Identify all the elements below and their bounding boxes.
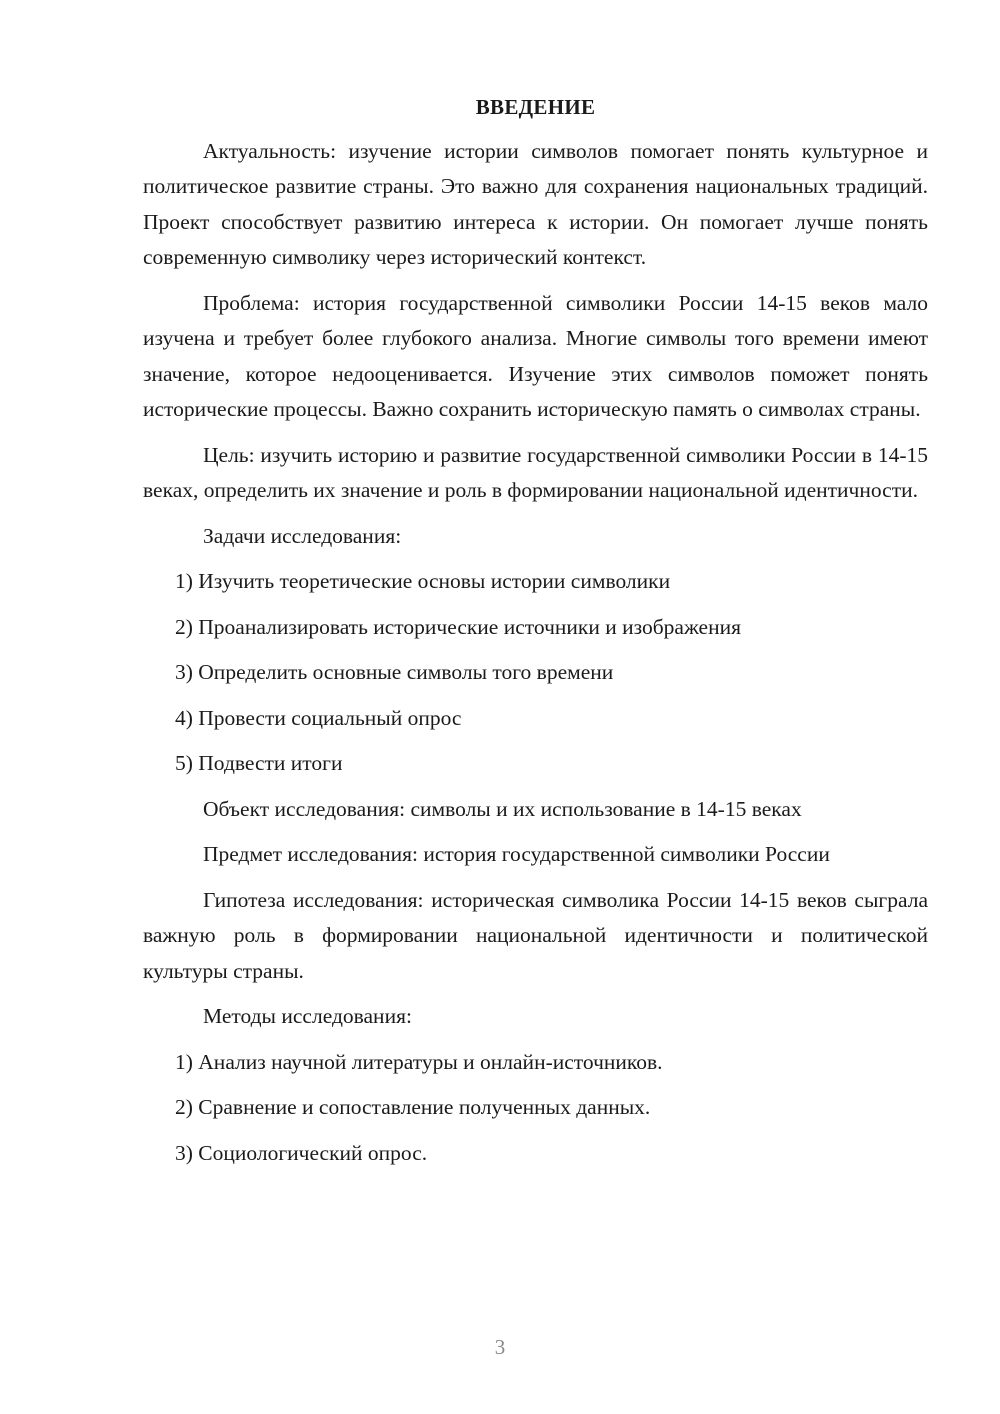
document-page [143,90,928,1181]
task-item: 3) Определить основные символы того времени [175,660,614,684]
method-item: 1) Анализ научной литературы и онлайн-источников. [175,1049,663,1074]
methods-heading: Методы исследования: [203,1004,412,1028]
hypothesis-paragraph: Гипотеза исследования: историческая символика России 14-15 веков сыграла важную роль в формировании национальной идентичности и политической культуры страны. [143,887,928,983]
task-item: 1) Изучить теоретические основы истории символики [175,569,671,593]
problem-paragraph: Проблема: история государственной символики России 14-15 веков мало изучена и требует более глубокого анализа. Многие символы того времени имеют значение, которое недооценивается. Изучение этих символов поможет понять исторические процессы. Важно сохранить историческую память о символах страны. [143,290,928,421]
relevance-paragraph: Актуальность: изучение истории символов помогает понять культурное и политическое развитие страны. Это важно для сохранения национальных традиций. Проект способствует развитию интереса к истории. Он помогает лучше понять современную символику через исторический контекст. [143,138,928,269]
research-subject: Предмет исследования: история государственной символики России [203,842,830,866]
page-title: ВВЕДЕНИЕ [475,95,596,119]
tasks-list [143,564,928,782]
methods-list [143,1045,928,1172]
tasks-heading: Задачи исследования: [203,523,402,548]
task-item: 2) Проанализировать исторические источники и изображения [175,614,741,639]
method-item: 2) Сравнение и сопоставление полученных данных. [175,1095,651,1119]
page-number: 3 [494,1335,506,1359]
research-object: Объект исследования: символы и их использование в 14-15 веках [203,796,802,821]
goal-paragraph: Цель: изучить историю и развитие государственной символики России в 14-15 веках, определить их значение и роль в формировании национальной идентичности. [143,442,928,502]
task-item: 4) Провести социальный опрос [175,705,462,730]
task-item: 5) Подвести итоги [175,751,343,775]
method-item: 3) Социологический опрос. [175,1140,428,1165]
